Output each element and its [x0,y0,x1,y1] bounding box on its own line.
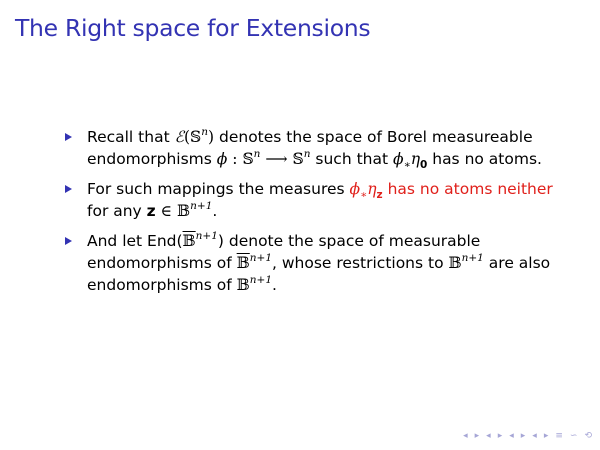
slide-title: The Right space for Extensions [15,14,371,42]
bullet-triangle-icon [65,133,72,141]
nav-toc-icon[interactable]: ≡ [555,431,563,441]
bullet-text: For such mappings the measures [87,180,350,198]
math-phi: ϕ [216,150,228,168]
math-script-e: ℰ [174,128,184,146]
bullet-triangle-icon [65,237,72,245]
nav-next-slide-icon[interactable]: ▸ [543,431,549,441]
bullet-text: such that [310,150,393,168]
math-sphere-s: 𝕊 [190,128,202,146]
nav-next-section-icon[interactable]: ▸ [520,431,526,441]
bullet-text: Recall that [87,128,175,146]
nav-next-subsection-icon[interactable]: ▸ [497,431,503,441]
bullet-text: are also endomorphisms of [87,254,551,294]
bullet-item-end-space: And let End(𝔹$^{n+1}$) denote the space of measurable endomorphisms of 𝔹$^{n+1}$, whose restrictions to 𝔹$^{n+1}$ are also endomorphisms of 𝔹$^{n+1}$. [63,230,568,296]
bullet-text: denotes the space of Borel measureable endomorphisms [87,128,533,168]
nav-prev-subsection-icon[interactable]: ◂ [486,431,491,441]
bullet-list [63,126,568,304]
nav-search-icon[interactable]: ∽ [569,431,578,441]
bullet-item-recall: Recall that ℰ(𝕊$^n$) denotes the space of Borel measureable endomorphisms ϕ : 𝕊$^n$ ⟶ 𝕊$^n$ such that $\phi_∗\eta_0$ has no atoms. [63,126,568,170]
bullet-text: for any [87,202,147,220]
nav-prev-section-icon[interactable]: ◂ [509,431,514,441]
nav-prev-slide-icon[interactable]: ◂ [532,431,537,441]
bullet-text: And let End( [87,232,183,250]
bullet-triangle-icon [65,185,72,193]
nav-next-frame-icon[interactable]: ▸ [474,431,480,441]
bullet-text: ) denote the space of measurable endomorphisms of [87,232,481,272]
bullet-text: , whose restrictions to [272,254,449,272]
bullet-item-no-atoms: For such mappings the measures $\phi_∗\eta_z$ has no atoms neither for any z ∈ 𝔹$^{n+1}$. [63,178,568,222]
highlight-text: has no atoms neither [382,180,553,198]
nav-prev-frame-icon[interactable]: ◂ [463,431,468,441]
beamer-navigation-bar [463,431,592,441]
nav-back-icon[interactable]: ⟲ [584,431,592,441]
bullet-text: has no atoms. [427,150,542,168]
